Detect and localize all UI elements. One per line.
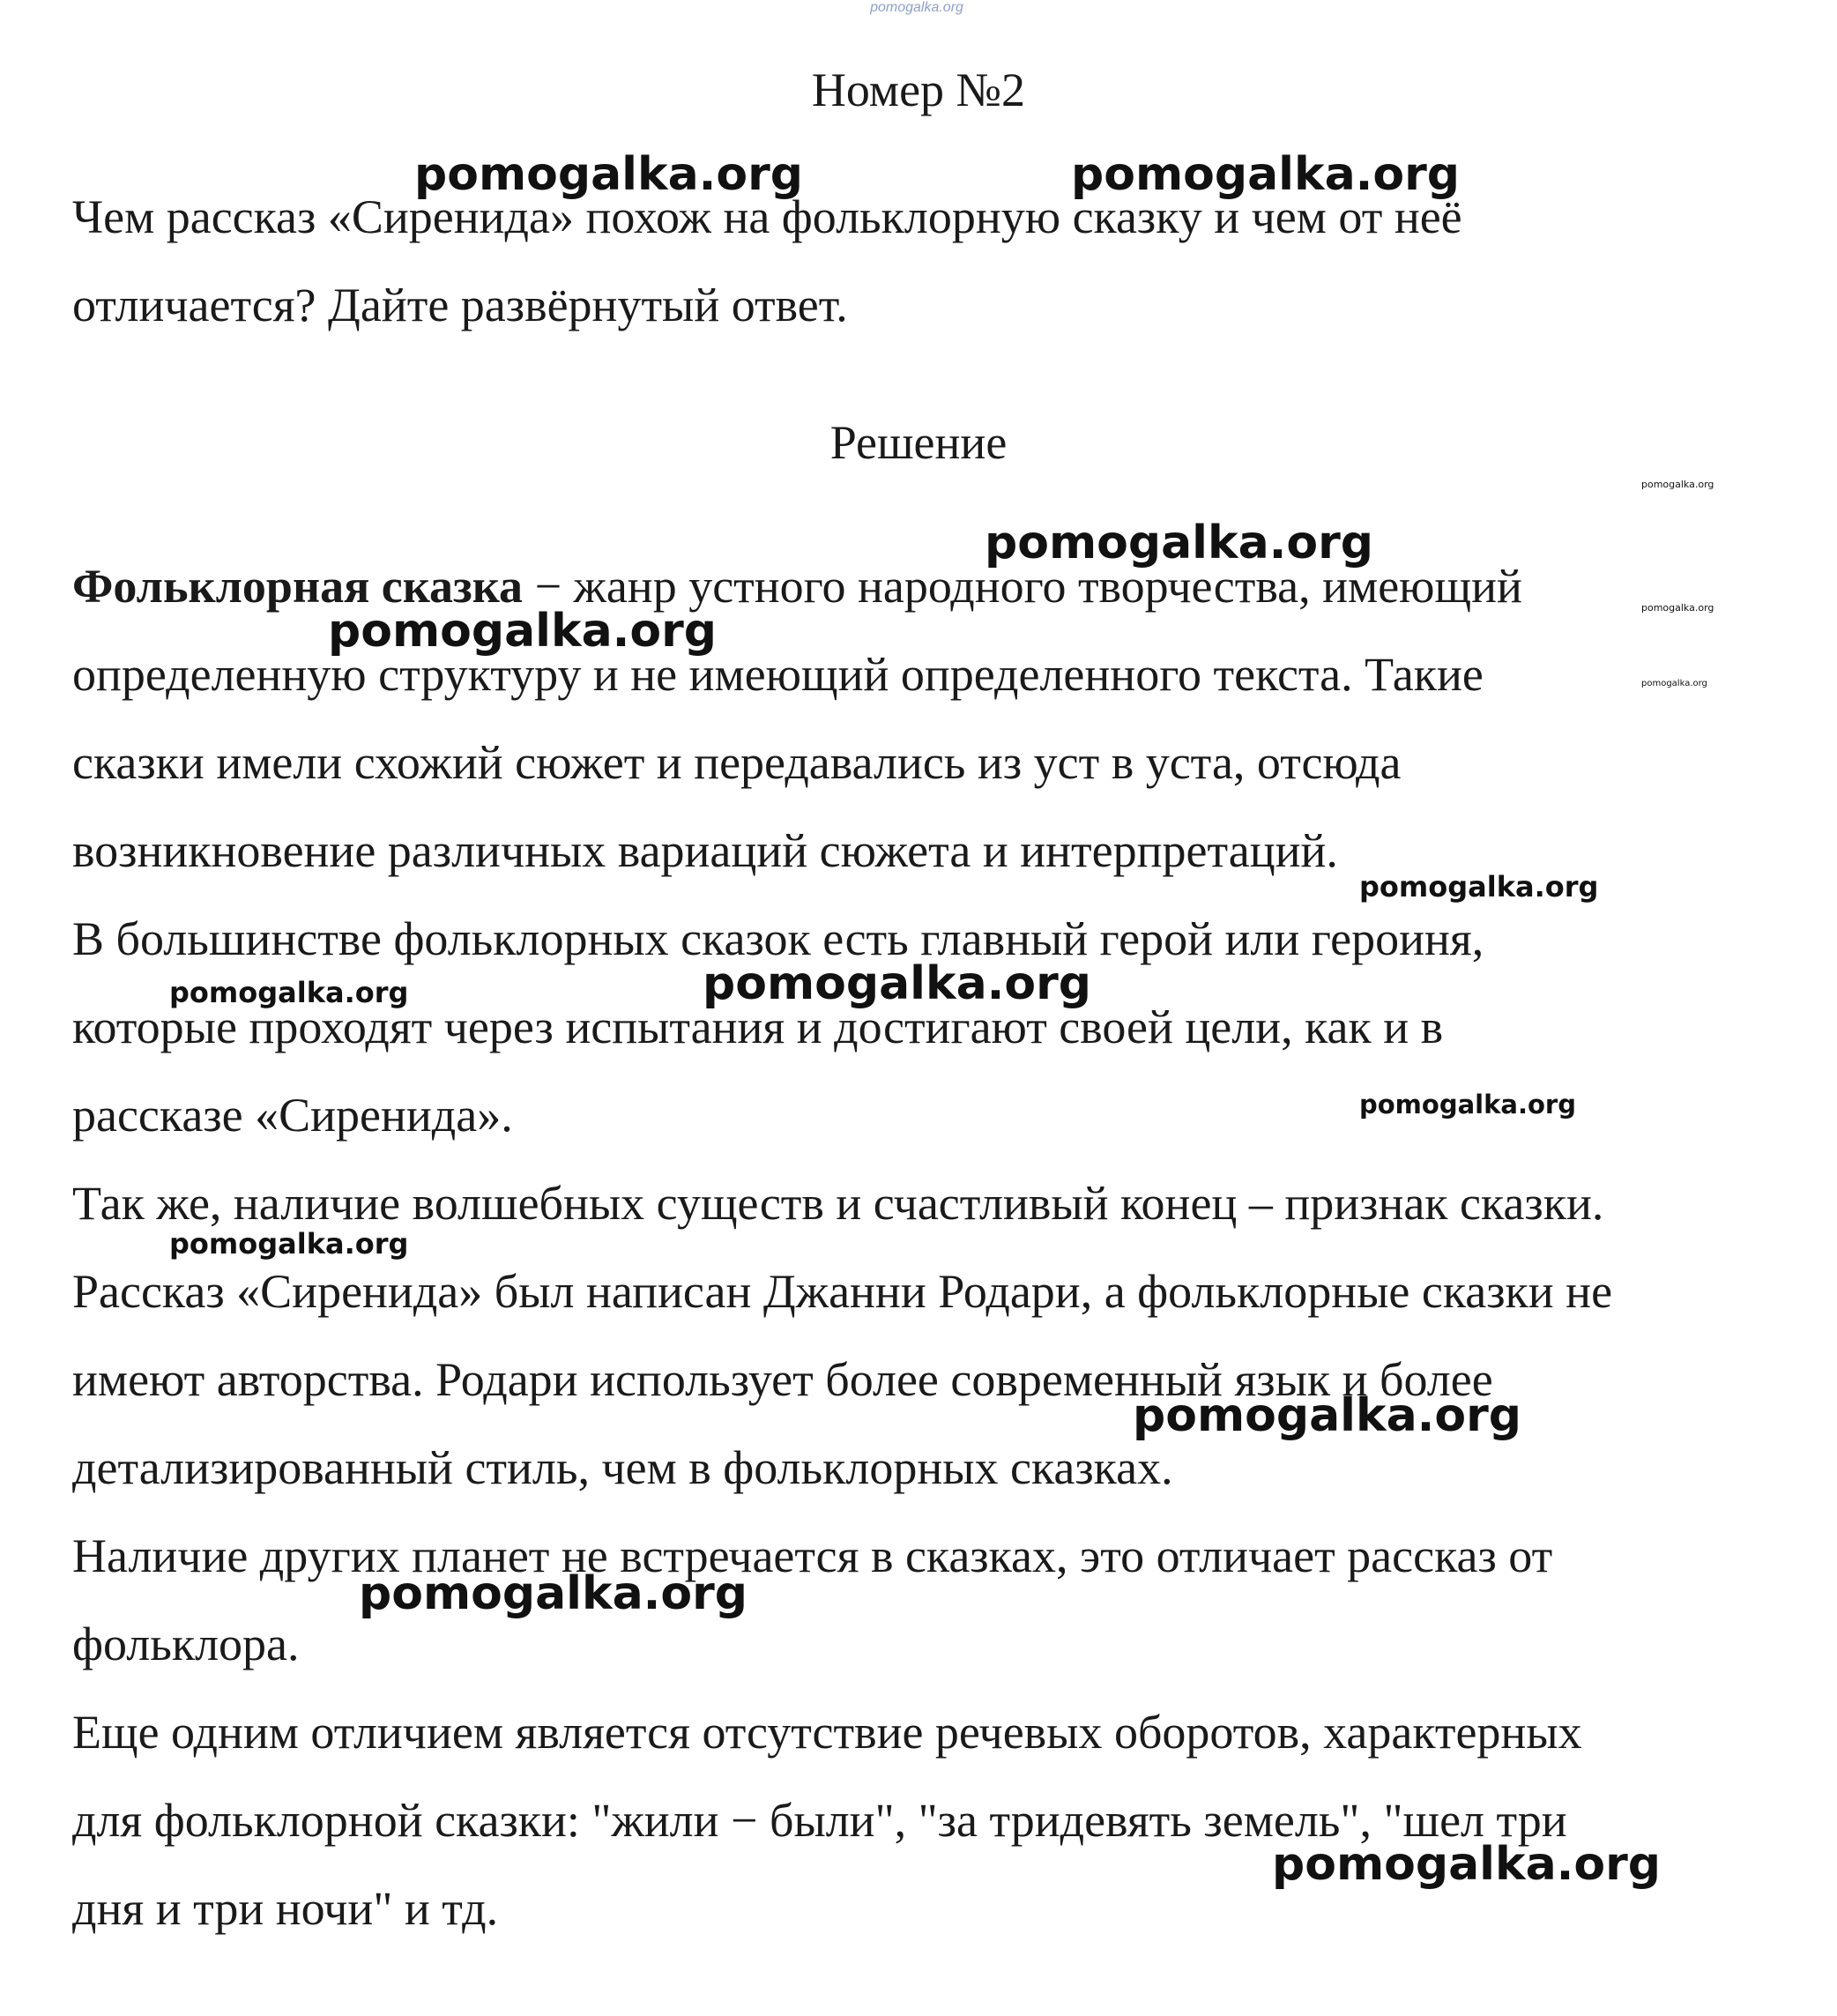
solution-line-6: которые проходят через испытания и достигают своей цели, как и в bbox=[72, 1001, 1444, 1053]
solution-line-2: определенную структуру и не имеющий определенного текста. Такие bbox=[72, 648, 1484, 701]
watermark: pomogalka.org bbox=[985, 517, 1374, 569]
solution-line-10: имеют авторства. Родари использует более современный язык и более bbox=[72, 1353, 1493, 1406]
watermark-small: pomogalka.org bbox=[1641, 602, 1714, 614]
solution-line-7: рассказе «Сиренида». bbox=[72, 1089, 513, 1142]
solution-line-8: Так же, наличие волшебных существ и счастливый конец – признак сказки. bbox=[72, 1177, 1604, 1230]
solution-line-3: сказки имели схожий сюжет и передавались из уст в уста, отсюда bbox=[72, 736, 1402, 789]
watermark: pomogalka.org bbox=[169, 976, 409, 1009]
watermark-small: pomogalka.org bbox=[1641, 679, 1707, 688]
watermark: pomogalka.org bbox=[328, 605, 718, 658]
watermark: pomogalka.org bbox=[1272, 1838, 1662, 1891]
solution-line-14: Еще одним отличием является отсутствие речевых оборотов, характерных bbox=[72, 1706, 1582, 1759]
solution-line-11: детализированный стиль, чем в фольклорных сказках. bbox=[72, 1441, 1173, 1494]
page-title: Номер №2 bbox=[811, 63, 1026, 116]
question-line-2: отличается? Дайте развёрнутый ответ. bbox=[72, 279, 848, 331]
solution-line-4: возникновение различных вариаций сюжета и интерпретаций. bbox=[72, 824, 1338, 877]
solution-line-9: Рассказ «Сиренида» был написан Джанни Родари, а фольклорные сказки не bbox=[72, 1265, 1613, 1318]
watermark: pomogalka.org bbox=[169, 1227, 409, 1261]
solution-line-1-rest: − жанр устного народного творчества, имеющий bbox=[523, 560, 1522, 613]
watermark: pomogalka.org bbox=[1359, 1090, 1576, 1120]
solution-line-16: дня и три ночи" и тд. bbox=[72, 1882, 499, 1935]
solution-line-15: для фольклорной сказки: "жили − были", "за тридевять земель", "шел три bbox=[72, 1794, 1567, 1847]
term-bold: Фольклорная сказка bbox=[72, 560, 524, 613]
watermark: pomogalka.org bbox=[1359, 870, 1599, 904]
watermark-small: pomogalka.org bbox=[1641, 479, 1714, 490]
watermark: pomogalka.org bbox=[359, 1567, 748, 1620]
solution-line-12: Наличие других планет не встречается в сказках, это отличает рассказ от bbox=[72, 1529, 1553, 1582]
top-watermark: pomogalka.org bbox=[870, 0, 963, 15]
solution-line-5: В большинстве фольклорных сказок есть главный герой или героиня, bbox=[72, 912, 1484, 965]
watermark: pomogalka.org bbox=[414, 148, 804, 201]
watermark: pomogalka.org bbox=[1133, 1389, 1522, 1442]
watermark: pomogalka.org bbox=[703, 957, 1092, 1010]
solution-line-13: фольклора. bbox=[72, 1618, 300, 1670]
solution-heading: Решение bbox=[829, 416, 1008, 469]
watermark: pomogalka.org bbox=[1071, 148, 1461, 201]
question-line-1: Чем рассказ «Сиренида» похож на фольклорную сказку и чем от неё bbox=[72, 190, 1462, 243]
